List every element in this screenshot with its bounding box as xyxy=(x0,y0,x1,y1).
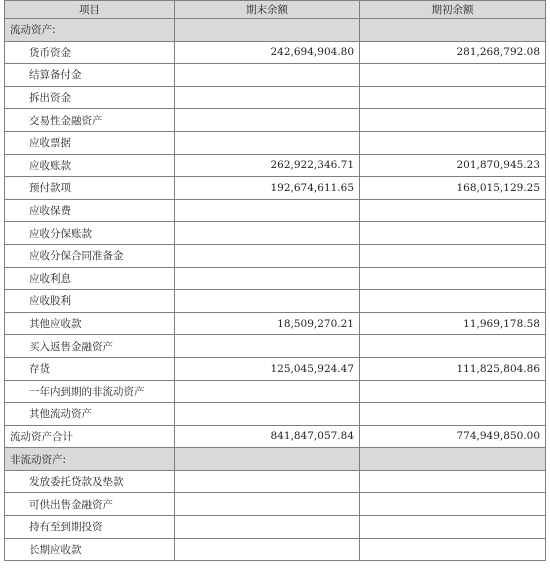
table-row xyxy=(5,470,546,493)
row-label: 其他流动资产 xyxy=(5,403,175,426)
header-end-balance: 期末余额 xyxy=(175,1,360,19)
row-label: 货币资金 xyxy=(5,41,175,64)
begin-balance-cell xyxy=(360,448,546,471)
begin-balance-cell: 111,825,804.86 xyxy=(360,357,546,380)
row-label: 应收分保合同准备金 xyxy=(5,244,175,267)
begin-balance-cell xyxy=(360,199,546,222)
end-balance-cell xyxy=(175,493,360,516)
table-row xyxy=(5,538,546,561)
begin-balance-cell xyxy=(360,538,546,561)
table-row xyxy=(5,154,546,177)
end-balance-cell xyxy=(175,403,360,426)
section-row xyxy=(5,19,546,42)
table-row xyxy=(5,290,546,313)
row-label: 应收股利 xyxy=(5,290,175,313)
end-balance-cell: 262,922,346.71 xyxy=(175,154,360,177)
row-label: 流动资产: xyxy=(5,19,175,42)
end-balance-cell xyxy=(175,131,360,154)
begin-balance-cell xyxy=(360,290,546,313)
section-row xyxy=(5,448,546,471)
begin-balance-cell xyxy=(360,131,546,154)
begin-balance-cell xyxy=(360,64,546,87)
table-row xyxy=(5,131,546,154)
end-balance-cell xyxy=(175,109,360,132)
begin-balance-cell: 11,969,178.58 xyxy=(360,312,546,335)
table-row xyxy=(5,177,546,200)
begin-balance-cell xyxy=(360,403,546,426)
row-label: 拆出资金 xyxy=(5,86,175,109)
header-begin-balance: 期初余额 xyxy=(360,1,546,19)
row-label: 长期应收款 xyxy=(5,538,175,561)
end-balance-cell xyxy=(175,199,360,222)
table-row xyxy=(5,493,546,516)
table-row xyxy=(5,516,546,539)
table-row xyxy=(5,380,546,403)
end-balance-cell xyxy=(175,335,360,358)
begin-balance-cell xyxy=(360,109,546,132)
row-label: 交易性金融资产 xyxy=(5,109,175,132)
header-row xyxy=(5,1,546,19)
end-balance-cell xyxy=(175,470,360,493)
end-balance-cell: 192,674,611.65 xyxy=(175,177,360,200)
row-label: 应收保费 xyxy=(5,199,175,222)
table-row xyxy=(5,64,546,87)
begin-balance-cell xyxy=(360,86,546,109)
end-balance-cell xyxy=(175,222,360,245)
begin-balance-cell xyxy=(360,516,546,539)
table-row xyxy=(5,244,546,267)
row-label: 应收利息 xyxy=(5,267,175,290)
begin-balance-cell xyxy=(360,222,546,245)
begin-balance-cell: 168,015,129.25 xyxy=(360,177,546,200)
end-balance-cell xyxy=(175,448,360,471)
row-label: 应收账款 xyxy=(5,154,175,177)
end-balance-cell xyxy=(175,538,360,561)
table-row xyxy=(5,109,546,132)
begin-balance-cell: 201,870,945.23 xyxy=(360,154,546,177)
table-row xyxy=(5,425,546,448)
table-row xyxy=(5,312,546,335)
table-row xyxy=(5,267,546,290)
begin-balance-cell: 281,268,792.08 xyxy=(360,41,546,64)
table-row xyxy=(5,41,546,64)
row-label: 存货 xyxy=(5,357,175,380)
table-row xyxy=(5,357,546,380)
begin-balance-cell xyxy=(360,380,546,403)
row-label: 持有至到期投资 xyxy=(5,516,175,539)
table-row xyxy=(5,199,546,222)
end-balance-cell: 242,694,904.80 xyxy=(175,41,360,64)
row-label: 其他应收款 xyxy=(5,312,175,335)
table-row xyxy=(5,86,546,109)
begin-balance-cell xyxy=(360,267,546,290)
row-label: 发放委托贷款及垫款 xyxy=(5,470,175,493)
begin-balance-cell xyxy=(360,470,546,493)
table-row xyxy=(5,222,546,245)
end-balance-cell xyxy=(175,19,360,42)
row-label: 可供出售金融资产 xyxy=(5,493,175,516)
begin-balance-cell: 774,949,850.00 xyxy=(360,425,546,448)
row-label: 应收分保账款 xyxy=(5,222,175,245)
row-label: 应收票据 xyxy=(5,131,175,154)
end-balance-cell: 18,509,270.21 xyxy=(175,312,360,335)
balance-sheet-table xyxy=(4,0,546,561)
end-balance-cell xyxy=(175,516,360,539)
row-label: 买入返售金融资产 xyxy=(5,335,175,358)
end-balance-cell: 841,847,057.84 xyxy=(175,425,360,448)
table-row xyxy=(5,403,546,426)
begin-balance-cell xyxy=(360,19,546,42)
end-balance-cell xyxy=(175,290,360,313)
row-label: 流动资产合计 xyxy=(5,425,175,448)
begin-balance-cell xyxy=(360,244,546,267)
row-label: 结算备付金 xyxy=(5,64,175,87)
end-balance-cell xyxy=(175,86,360,109)
header-item: 项目 xyxy=(5,1,175,19)
table-row xyxy=(5,335,546,358)
end-balance-cell xyxy=(175,267,360,290)
begin-balance-cell xyxy=(360,335,546,358)
begin-balance-cell xyxy=(360,493,546,516)
row-label: 预付款项 xyxy=(5,177,175,200)
balance-sheet xyxy=(4,0,545,561)
end-balance-cell xyxy=(175,380,360,403)
end-balance-cell: 125,045,924.47 xyxy=(175,357,360,380)
end-balance-cell xyxy=(175,244,360,267)
row-label: 一年内到期的非流动资产 xyxy=(5,380,175,403)
end-balance-cell xyxy=(175,64,360,87)
row-label: 非流动资产: xyxy=(5,448,175,471)
